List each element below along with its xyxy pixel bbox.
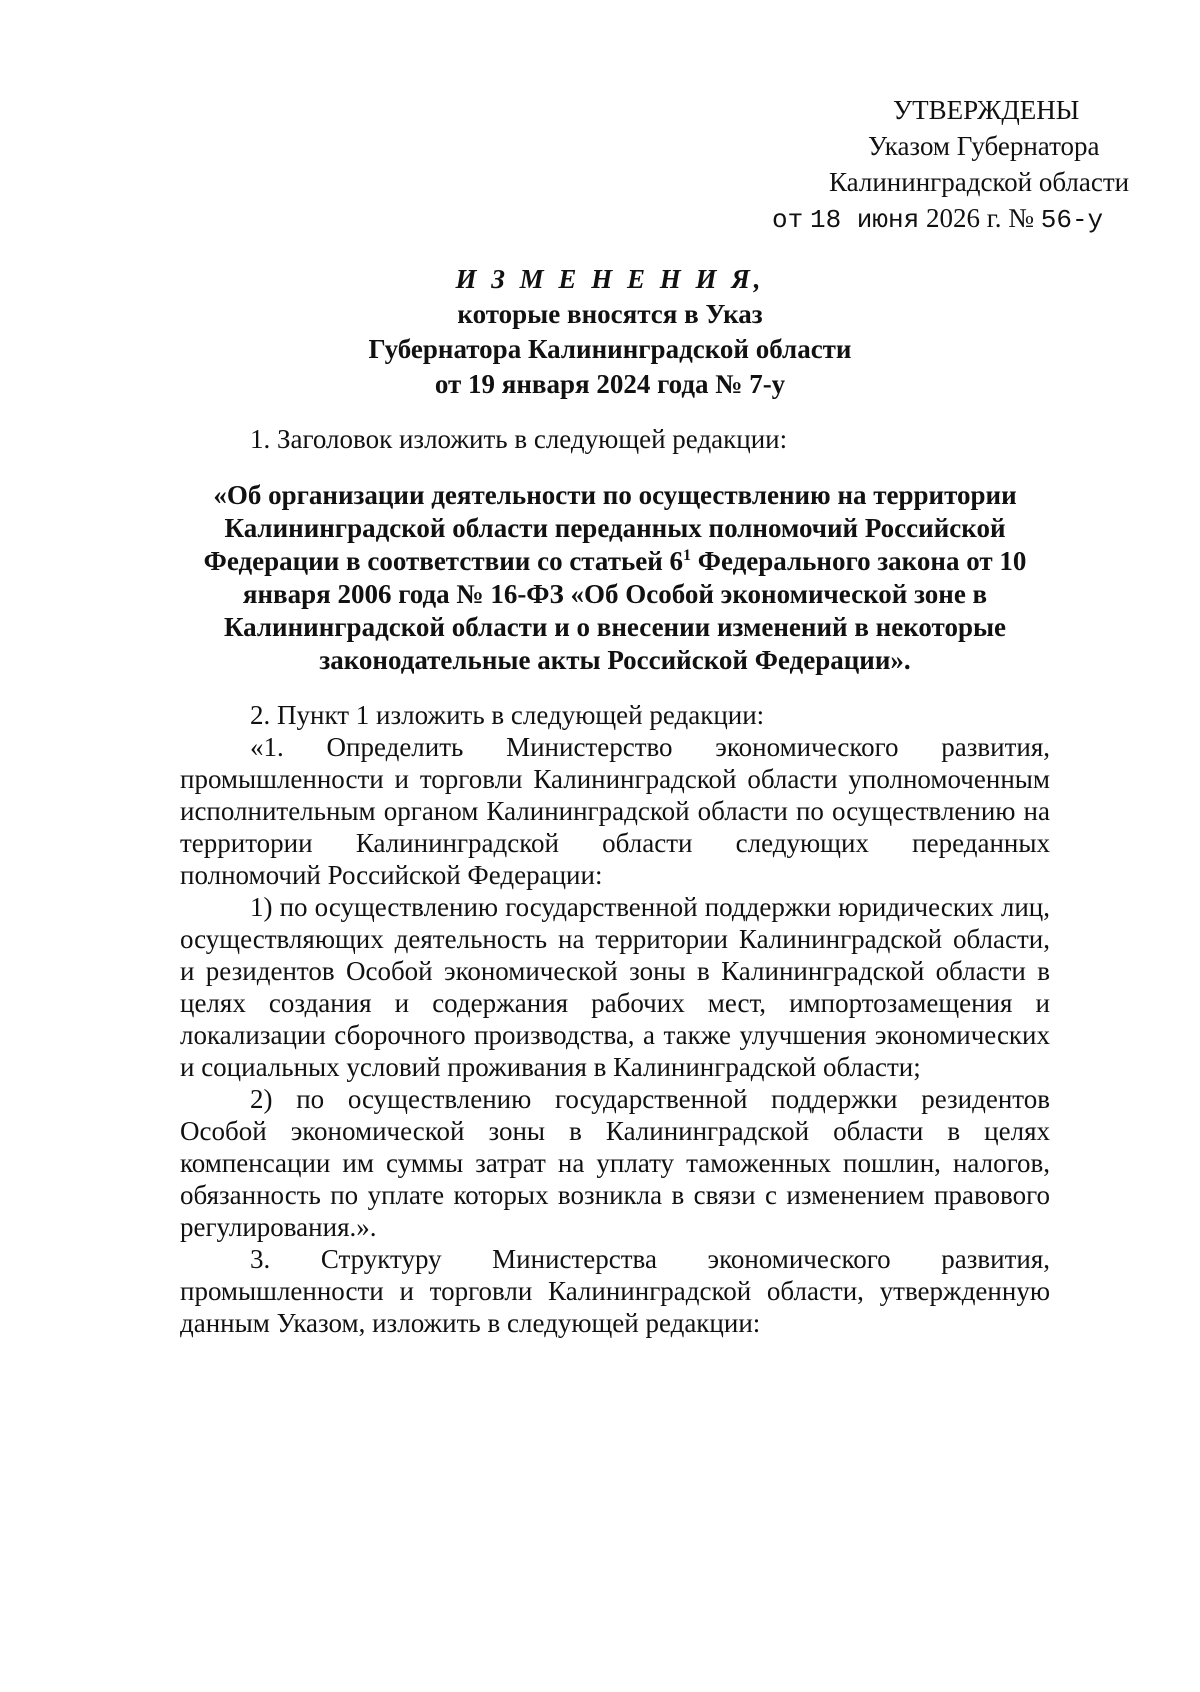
approval-date-line bbox=[772, 200, 1160, 238]
subitem-1: 1) по осуществлению государственной поддержки юридических лиц, осуществляющих деятельность на территории Калининградской области, и резидентов Особой экономической зоны в Калининградской области в целях создания и содержания рабочих мест, импортозамещения и локализации сборочного производства, а также улучшения экономических и социальных условий проживания в Калининградской области; bbox=[180, 892, 1050, 1082]
title-line-3: Губернатора Калининградской области bbox=[368, 334, 852, 364]
new-title-part-2: Федерального закона от 10 января 2006 года № 16-ФЗ «Об Особой экономической зоне в Калининградской области и о внесении изменений в некоторые законодательные акты Российской Федерации». bbox=[223, 546, 1027, 675]
approval-number-value: 56-у bbox=[1040, 205, 1104, 235]
item-3: 3. Структуру Министерства экономического развития, промышленности и торговли Калининградской области, утвержденную данным Указом, изложить в следующей редакции: bbox=[180, 1244, 1050, 1338]
approval-authority: Указом Губернатора bbox=[868, 131, 1100, 161]
new-title-text bbox=[180, 479, 1050, 677]
approval-region: Калининградской области bbox=[829, 167, 1130, 197]
document-title bbox=[170, 262, 1050, 402]
approval-date-prefix: от bbox=[772, 205, 804, 235]
title-line-2: которые вносятся в Указ bbox=[457, 299, 763, 329]
subitem-2: 2) по осуществлению государственной поддержки резидентов Особой экономической зоны в Калининградской области в целях компенсации им суммы затрат на уплату таможенных пошлин, налогов, обязанность по уплате которых возникла в связи с изменением правового регулирования.». bbox=[180, 1084, 1050, 1242]
new-title-superscript: 1 bbox=[683, 547, 692, 564]
item-2-text: «1. Определить Министерство экономического развития, промышленности и торговли Калининградской области уполномоченным исполнительным органом Калининградской области по осуществлению на территории Калининградской области следующих переданных полномочий Российской Федерации: bbox=[180, 732, 1050, 890]
title-line-4: от 19 января 2024 года № 7-у bbox=[434, 369, 786, 399]
item-1-intro: 1. Заголовок изложить в следующей редакции: bbox=[250, 424, 788, 454]
approval-stamp bbox=[760, 92, 1160, 238]
document-body bbox=[180, 423, 1050, 1339]
approval-number-sign: № bbox=[1008, 203, 1034, 233]
approval-date-value: 18 июня bbox=[809, 205, 920, 235]
approval-heading: УТВЕРЖДЕНЫ bbox=[893, 95, 1080, 125]
new-title-part-1: «Об организации деятельности по осуществлению на территории Калининградской области переданных полномочий Российской Федерации в соответствии со статьей 6 bbox=[203, 480, 1017, 576]
item-2-intro: 2. Пункт 1 изложить в следующей редакции: bbox=[250, 700, 765, 730]
title-heading: И З М Е Н Е Н И Я, bbox=[455, 264, 765, 294]
approval-year: 2026 г. bbox=[925, 203, 1002, 233]
